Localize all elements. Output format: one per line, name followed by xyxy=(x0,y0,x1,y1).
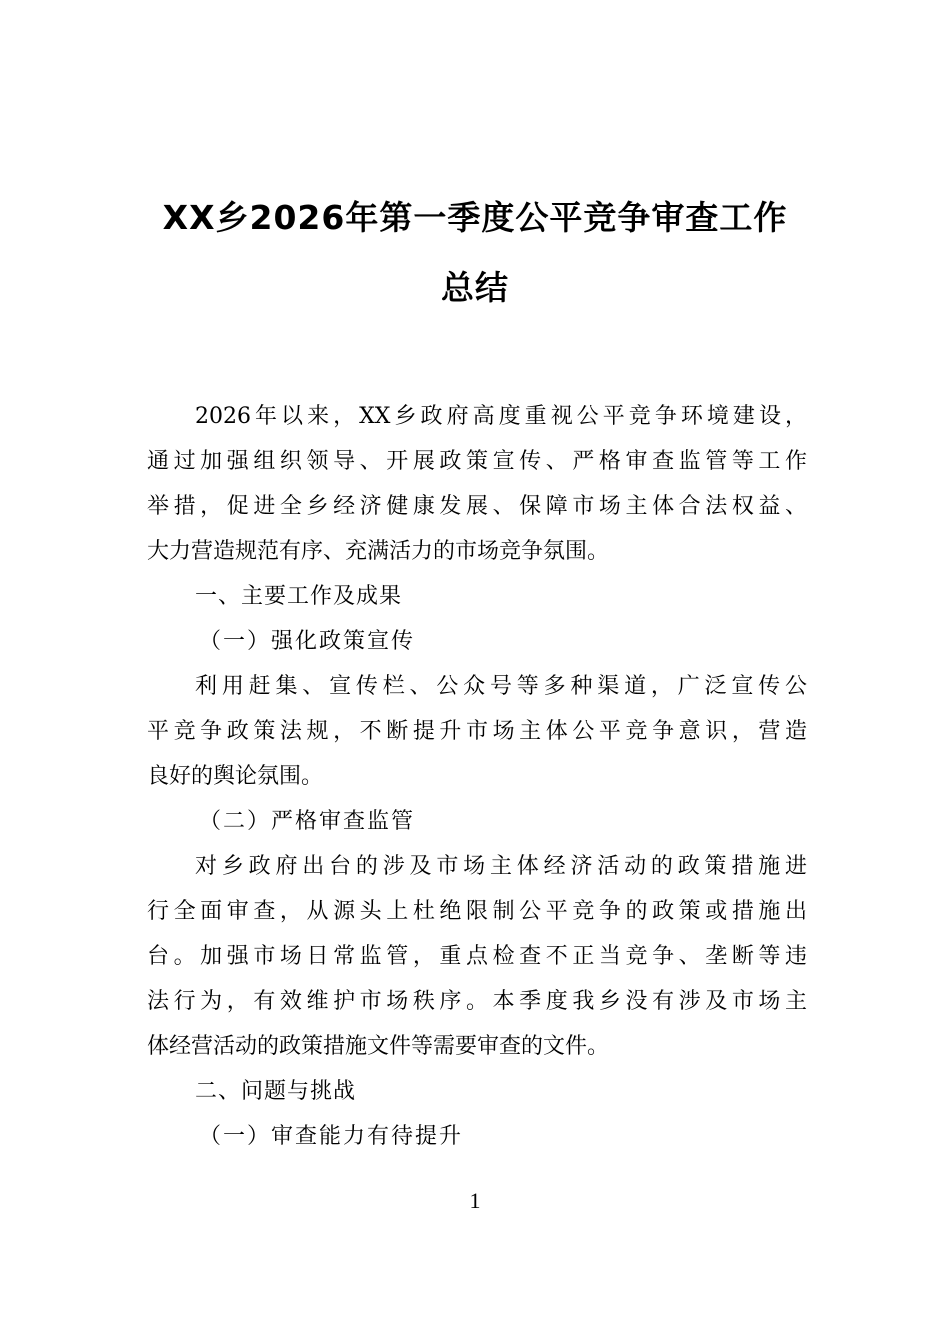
paragraph-line: 法行为，有效维护市场秩序。本季度我乡没有涉及市场主 xyxy=(147,989,807,1014)
page-number: 1 xyxy=(469,1188,481,1213)
paragraph-line: 行全面审查，从源头上杜绝限制公平竞争的政策或措施出 xyxy=(147,899,807,924)
document-body xyxy=(147,394,807,1159)
section-1-subheading-2: （二）严格审查监管 xyxy=(199,809,416,834)
document-title-line-1: XX乡2026年第一季度公平竞争审查工作 xyxy=(162,198,788,237)
paragraph-line: 平竞争政策法规，不断提升市场主体公平竞争意识，营造 xyxy=(147,719,807,744)
section-1-subheading-1: （一）强化政策宣传 xyxy=(199,629,416,654)
paragraph-line: 利用赶集、宣传栏、公众号等多种渠道，广泛宣传公 xyxy=(195,674,807,699)
document-title-line-2: 总结 xyxy=(441,268,509,307)
paragraph-line: 体经营活动的政策措施文件等需要审查的文件。 xyxy=(147,1034,610,1059)
paragraph-line: 良好的舆论氛围。 xyxy=(147,764,324,789)
intro-line: 2026年以来，XX乡政府高度重视公平竞争环境建设， xyxy=(195,404,807,429)
section-1-heading: 一、主要工作及成果 xyxy=(195,584,403,609)
paragraph-line: 台。加强市场日常监管，重点检查不正当竞争、垄断等违 xyxy=(147,944,807,969)
section-2-heading: 二、问题与挑战 xyxy=(195,1079,357,1104)
intro-line: 举措，促进全乡经济健康发展、保障市场主体合法权益、 xyxy=(147,494,807,519)
intro-line: 通过加强组织领导、开展政策宣传、严格审查监管等工作 xyxy=(147,449,807,474)
paragraph-line: 对乡政府出台的涉及市场主体经济活动的政策措施进 xyxy=(195,854,807,879)
section-2-subheading-1: （一）审查能力有待提升 xyxy=(199,1124,464,1149)
intro-line: 大力营造规范有序、充满活力的市场竞争氛围。 xyxy=(147,539,610,564)
